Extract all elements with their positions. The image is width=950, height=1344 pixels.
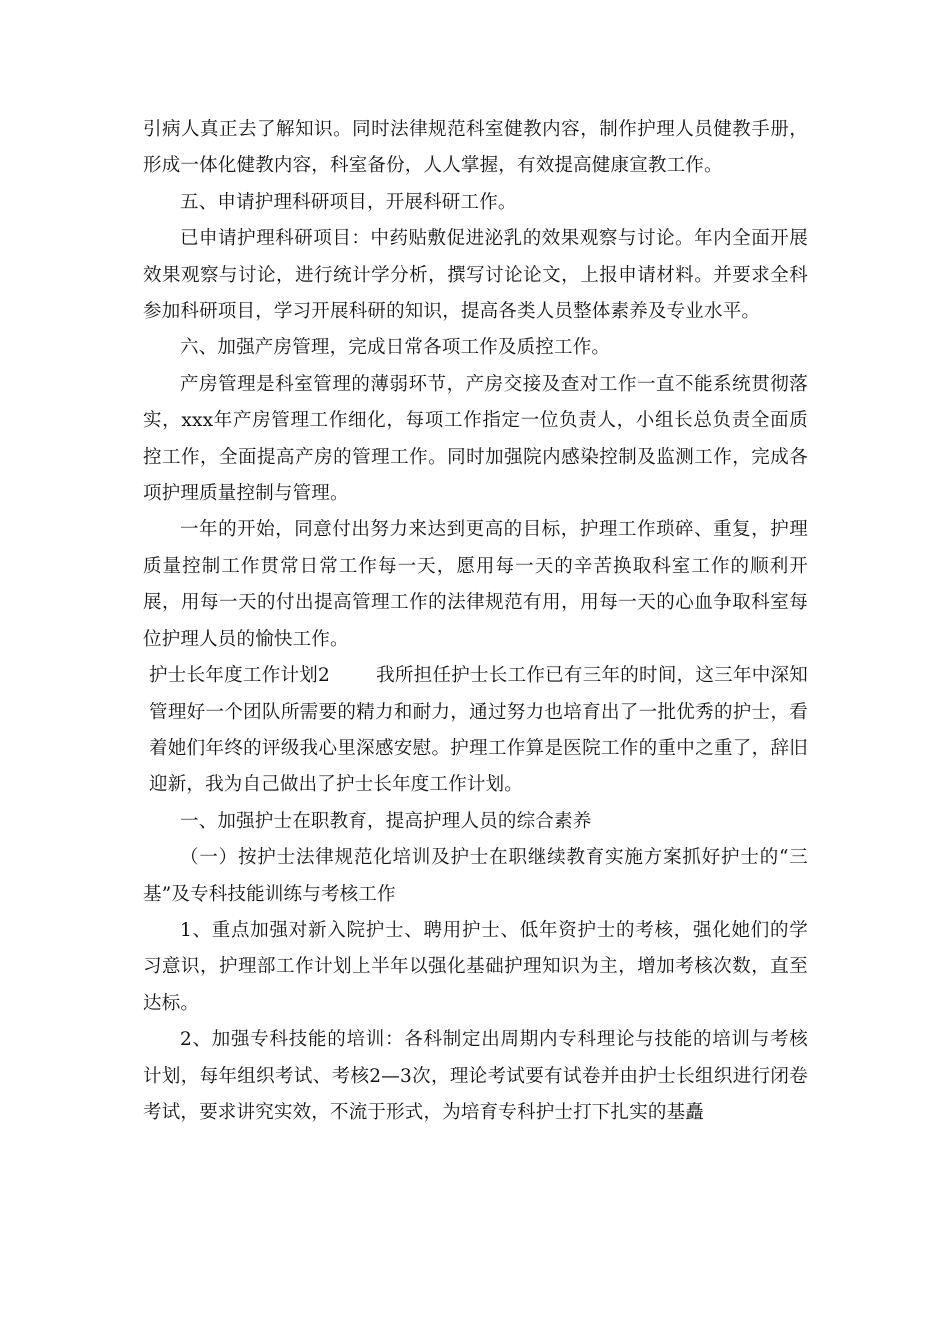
heading-delivery-room: 六、加强产房管理，完成日常各项工作及质控工作。 (180, 337, 611, 359)
section-2-title: 护士长年度工作计划2 (149, 665, 331, 687)
item-1-new-nurse-assessment: 1、重点加强对新入院护士、聘用护士、低年资护士的考核，强化她们的学习意识，护理部工作计划上半年以强化基础护理知识为主，增加考核次数，直至达标。 (143, 919, 808, 1014)
heading-in-service-education: 一、加强护士在职教育，提高护理人员的综合素养 (180, 810, 592, 832)
document-body (143, 112, 808, 1131)
paragraph-research: 已申请护理科研项目：中药贴敷促进泌乳的效果观察与讨论。年内全面开展效果观察与讨论，进行统计学分析，撰写讨论论文，上报申请材料。并要求全科参加科研项目，学习开展科研的知识，提高各类人员整体素养及专业水平。 (143, 228, 808, 323)
section-2-block (143, 658, 808, 804)
paragraph-delivery-room: 产房管理是科室管理的薄弱环节，产房交接及查对工作一直不能系统贯彻落实，xxx年产房管理工作细化，每项工作指定一位负责人，小组长总负责全面质控工作，全面提高产房的管理工作。同时加强院内感染控制及监测工作，完成各项护理质量控制与管理。 (143, 373, 808, 505)
paragraph-new-year-goal: 一年的开始，同意付出努力来达到更高的目标，护理工作琐碎、重复，护理质量控制工作贯常日常工作每一天，愿用每一天的辛苦换取科室工作的顺利开展，用每一天的付出提高管理工作的法律规范有用，用每一天的心血争取科室每位护理人员的愉快工作。 (143, 519, 808, 650)
section-2-intro: 我所担任护士长工作已有三年的时间，这三年中深知管理好一个团队所需要的精力和耐力，通过努力也培育出了一批优秀的护士，看着她们年终的评级我心里深感安慰。护理工作算是医院工作的重中之重了，辞旧迎新，我为自己做出了护士长年度工作计划。 (149, 665, 808, 796)
item-2-specialty-training: 2、加强专科技能的培训：各科制定出周期内专科理论与技能的培训与考核计划，每年组织考试、考核2—3次，理论考试要有试卷并由护士长组织进行闭卷考试，要求讲究实效，不流于形式，为培育专科护士打下扎实的基矗 (143, 1029, 808, 1123)
heading-research-project: 五、申请护理科研项目，开展科研工作。 (180, 191, 517, 213)
paragraph-health-education: 引病人真正去了解知识。同时法律规范科室健教内容，制作护理人员健教手册，形成一体化健教内容，科室备份，人人掌握，有效提高健康宣教工作。 (143, 119, 808, 177)
subheading-three-basics: （一）按护士法律规范化培训及护士在职继续教育实施方案抓好护士的“三基”及专科技能训练与考核工作 (143, 847, 808, 905)
